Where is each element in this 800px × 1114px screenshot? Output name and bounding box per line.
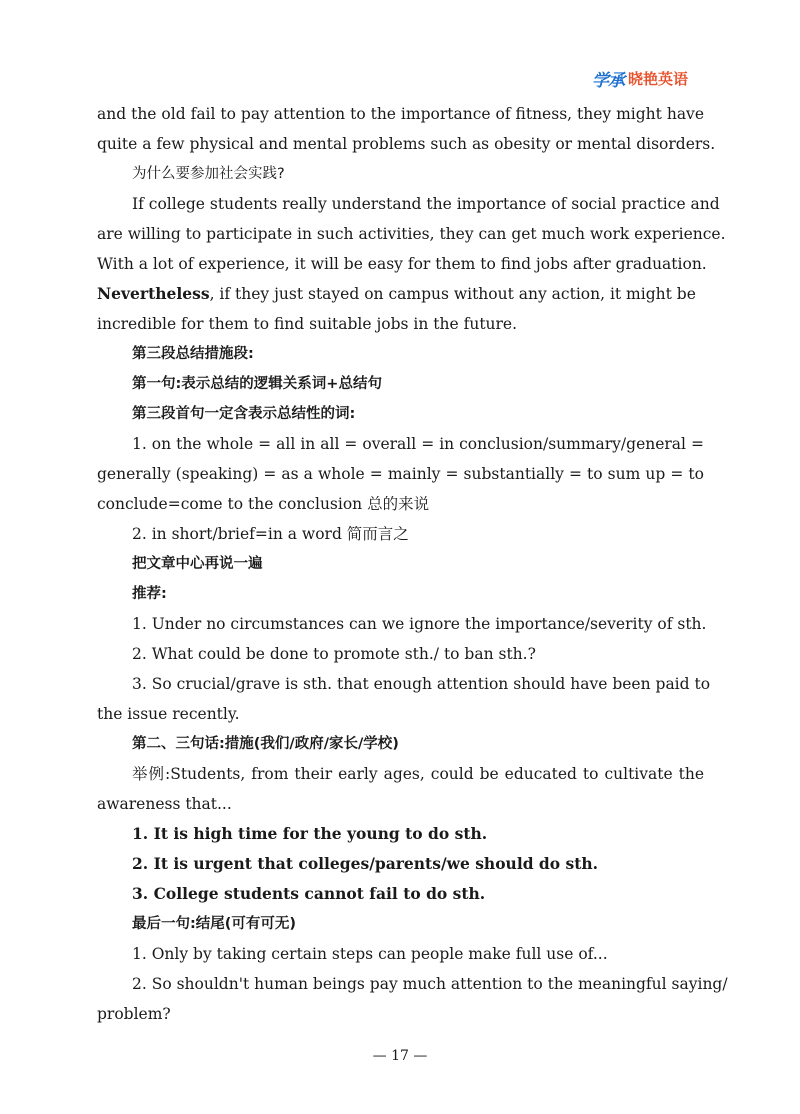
section-heading: 第二、三句话:措施(我们/政府/家长/学校): [132, 736, 399, 752]
section-heading: 把文章中心再说一遍: [132, 556, 263, 572]
example-line: awareness that...: [97, 795, 232, 813]
paragraph-line: and the old fail to pay attention to the importance of fitness, they might have: [97, 105, 704, 123]
brand-logo: [592, 66, 688, 91]
list-item: problem?: [97, 1005, 171, 1023]
list-item: 3. College students cannot fail to do sth.: [132, 884, 486, 903]
paragraph-line: With a lot of experience, it will be easy for them to find jobs after graduation.: [97, 255, 707, 273]
list-item: 3. So crucial/grave is sth. that enough attention should have been paid to: [132, 675, 711, 693]
list-item: generally (speaking) = as a whole = mainly = substantially = to sum up = to: [97, 465, 704, 483]
list-item: 1. on the whole = all in all = overall = in conclusion/summary/general =: [132, 435, 704, 453]
list-item: 1. Under no circumstances can we ignore the importance/severity of sth.: [132, 615, 707, 633]
list-item: 2. What could be done to promote sth./ to ban sth.?: [132, 645, 536, 663]
logo-mark: 学承: [592, 71, 624, 91]
example-line: 举例:Students, from their early ages, could be educated to cultivate the: [132, 765, 704, 783]
list-item: 2. It is urgent that colleges/parents/we should do sth.: [132, 854, 599, 873]
list-item: conclude=come to the conclusion 总的来说: [97, 495, 430, 513]
section-heading: 第三段总结措施段:: [132, 346, 254, 362]
paragraph-line: quite a few physical and mental problems such as obesity or mental disorders.: [97, 135, 716, 153]
paragraph-line: are willing to participate in such activities, they can get much work experience.: [97, 225, 726, 243]
logo-text: 晓艳英语: [628, 70, 689, 88]
paragraph-text: , if they just stayed on campus without any action, it might be: [209, 285, 696, 303]
list-item: 2. So shouldn't human beings pay much attention to the meaningful saying/: [132, 975, 728, 993]
paragraph-line: [97, 284, 704, 304]
list-item: 2. in short/brief=in a word 简而言之: [132, 525, 409, 543]
list-item: 1. Only by taking certain steps can people make full use of...: [132, 945, 608, 963]
section-heading: 第三段首句一定含表示总结性的词:: [132, 406, 356, 422]
paragraph-line: If college students really understand the importance of social practice and: [132, 195, 720, 213]
section-heading: 第一句:表示总结的逻辑关系词+总结句: [132, 376, 382, 392]
question-heading: 为什么要参加社会实践?: [132, 166, 285, 182]
page-number: — 17 —: [372, 1048, 428, 1064]
emphasis-word: Nevertheless: [97, 284, 210, 303]
paragraph-line: incredible for them to find suitable jobs in the future.: [97, 315, 518, 333]
section-heading: 推荐:: [132, 586, 167, 602]
section-heading: 最后一句:结尾(可有可无): [132, 916, 297, 932]
list-item: the issue recently.: [97, 705, 240, 723]
list-item: 1. It is high time for the young to do sth.: [132, 824, 488, 843]
